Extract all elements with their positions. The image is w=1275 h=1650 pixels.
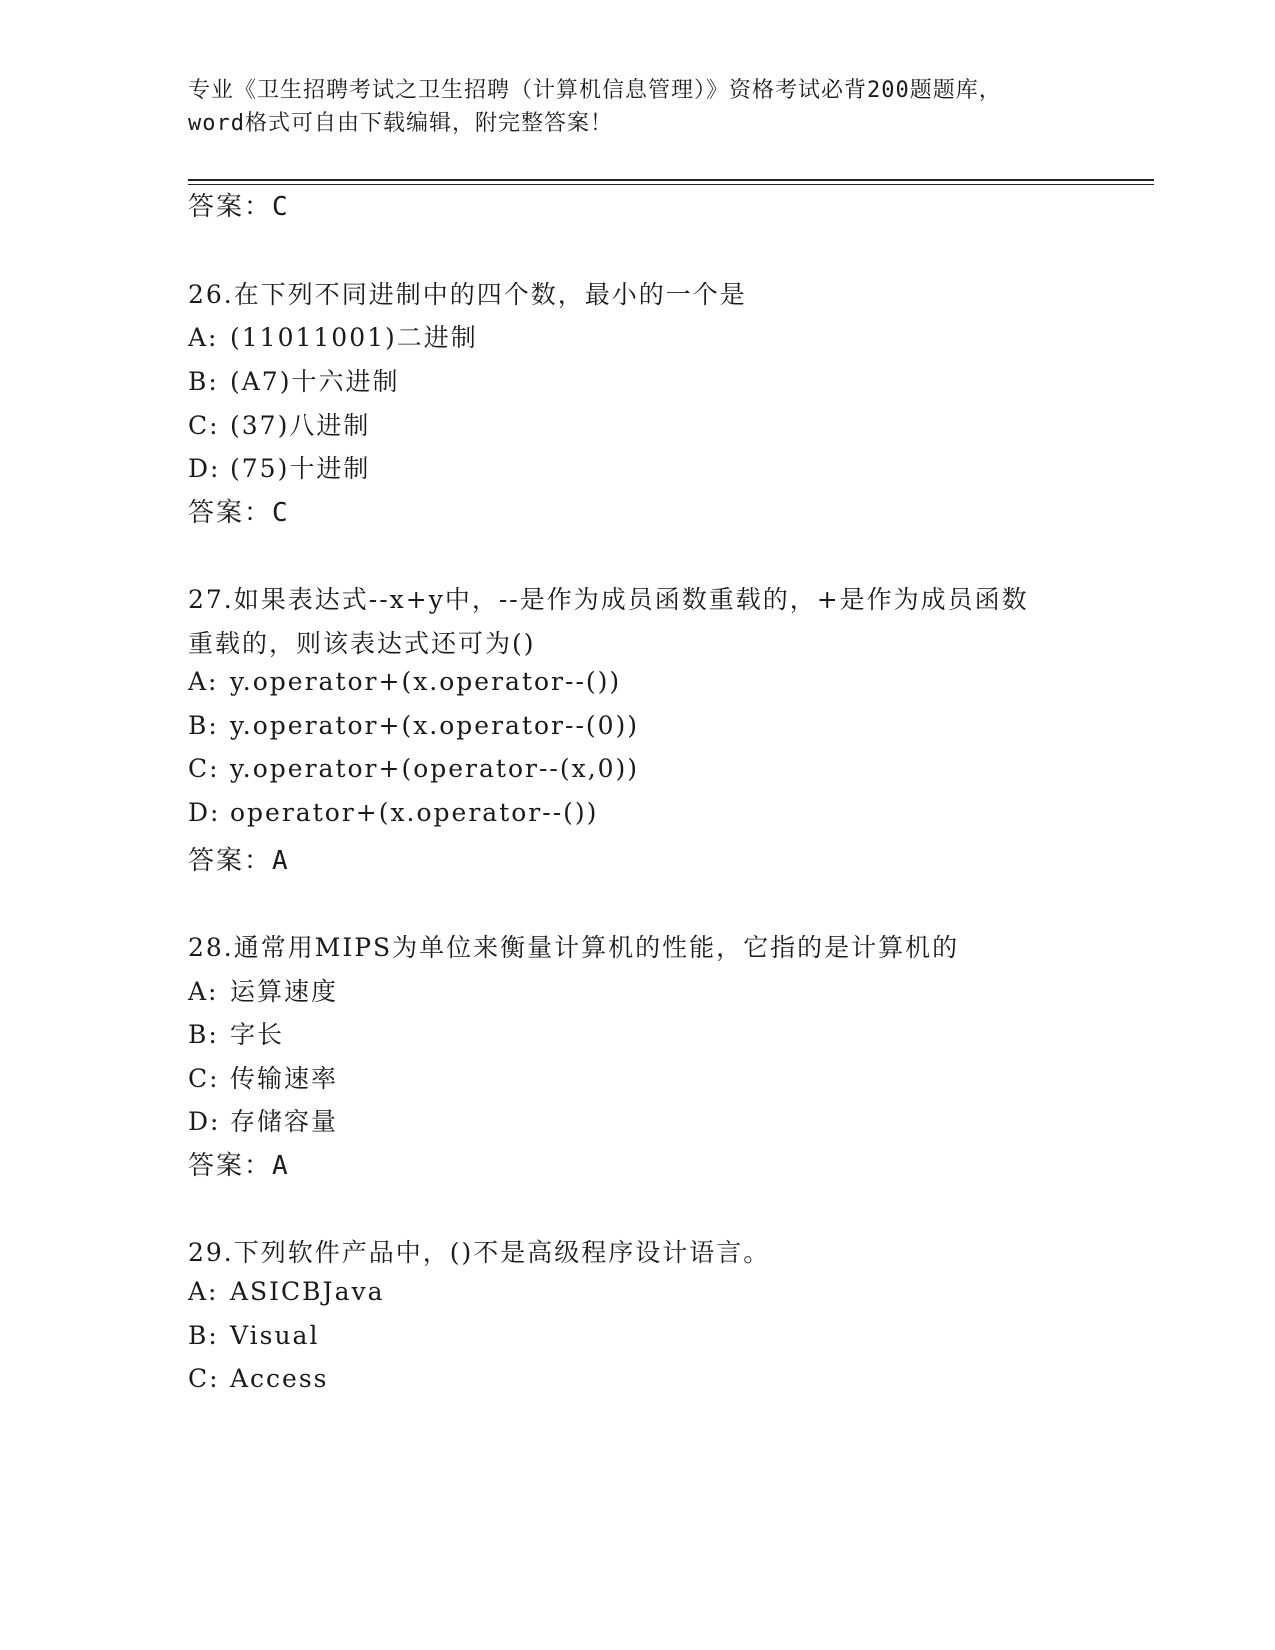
option-key: B: [188,711,219,740]
option-key: B: [188,367,219,396]
question-27-option-c [188,754,639,783]
question-26-stem: 26.在下列不同进制中的四个数，最小的一个是 [188,280,747,309]
question-27-option-d [188,798,598,827]
option-key: B: [188,1020,219,1049]
option-key: A: [188,977,219,1006]
question-28-option-c [188,1059,338,1095]
option-text: (A7)十六进制 [230,367,400,396]
answer-value: C [272,498,290,528]
question-27-answer [188,840,290,877]
answer-prev [188,186,290,223]
document-header [188,74,1088,140]
answer-value: A [272,1151,290,1181]
question-26-option-c [188,406,370,442]
question-28-answer [188,1145,290,1182]
question-29-stem: 29.下列软件产品中，()不是高级程序设计语言。 [188,1238,771,1267]
header-line-2: word格式可自由下载编辑，附完整答案！ [188,111,613,136]
question-29-option-a [188,1277,385,1306]
option-text: ASICBJava [230,1277,385,1306]
question-28-option-d [188,1102,338,1138]
option-text: (75)十进制 [230,454,371,483]
answer-value: A [272,846,290,876]
answer-label: 答案： [188,1151,273,1181]
option-text: Access [230,1364,329,1393]
option-key: A: [188,1277,219,1306]
option-text: y.operator+(x.operator--(0)) [230,711,640,740]
question-28-option-a [188,972,338,1008]
option-text: 运算速度 [230,977,339,1006]
option-key: B: [188,1321,219,1350]
question-27-stem-continued: 重载的，则该表达式还可为() [188,629,536,658]
question-26-option-b [188,362,399,398]
option-text: (37)八进制 [230,411,371,440]
question-29-option-c [188,1364,329,1393]
option-key: D: [188,1107,221,1136]
question-28-stem: 28.通常用MIPS为单位来衡量计算机的性能，它指的是计算机的 [188,933,960,962]
option-key: A: [188,323,219,352]
option-key: C: [188,1064,220,1093]
header-divider-thin [188,184,1154,185]
option-text: Visual [230,1321,320,1350]
question-26-option-a [188,318,478,354]
option-text: 存储容量 [230,1107,339,1136]
option-text: (11011001)二进制 [230,323,478,352]
option-text: y.operator+(operator--(x,0)) [230,754,640,783]
header-divider [188,179,1154,181]
question-27-option-b [188,711,639,740]
answer-label: 答案： [188,498,273,528]
question-26-answer [188,492,290,529]
option-key: D: [188,454,221,483]
answer-value: C [272,192,290,222]
question-28-option-b [188,1015,284,1051]
option-key: C: [188,1364,220,1393]
answer-label: 答案： [188,192,273,222]
option-text: y.operator+(x.operator--()) [230,667,622,696]
option-key: D: [188,798,221,827]
question-27-option-a [188,667,621,696]
option-text: 传输速率 [230,1064,339,1093]
option-text: operator+(x.operator--()) [230,798,599,827]
answer-label: 答案： [188,846,273,876]
question-27-stem: 27.如果表达式--x+y中，--是作为成员函数重载的，+是作为成员函数 [188,585,1029,614]
option-key: C: [188,754,220,783]
question-26-option-d [188,449,370,485]
header-line-1: 专业《卫生招聘考试之卫生招聘（计算机信息管理）》资格考试必背200题题库， [188,78,1002,103]
option-text: 字长 [230,1020,285,1049]
question-29-option-b [188,1321,319,1350]
option-key: C: [188,411,220,440]
option-key: A: [188,667,219,696]
